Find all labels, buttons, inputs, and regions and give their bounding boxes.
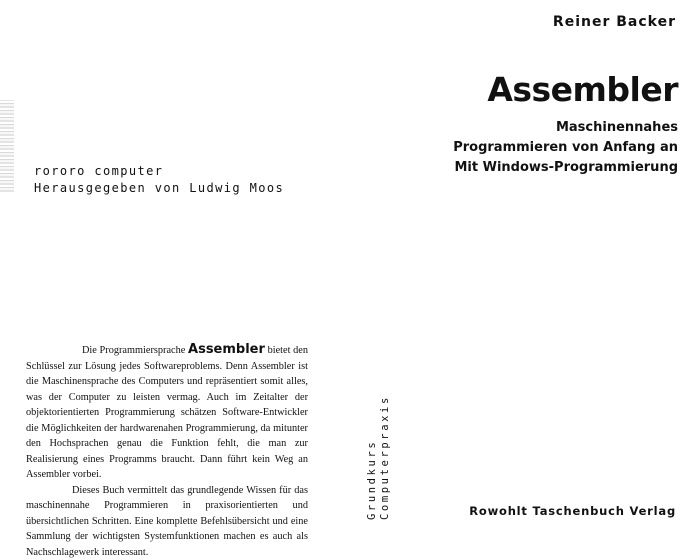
series-info xyxy=(34,163,284,197)
blurb-highlight: Assembler xyxy=(188,342,265,357)
series-name: rororo computer xyxy=(34,163,284,180)
spine-text xyxy=(366,395,392,520)
spine-line: Computerpraxis xyxy=(379,395,392,520)
book-title: Assembler xyxy=(487,70,678,109)
blurb-paragraph xyxy=(26,342,308,483)
subtitle-line: Programmieren von Anfang an xyxy=(453,138,678,158)
back-cover-blurb xyxy=(26,342,308,560)
subtitle-line: Maschinennahes xyxy=(453,118,678,138)
author-name: Reiner Backer xyxy=(553,14,676,30)
publisher-name: Rowohlt Taschenbuch Verlag xyxy=(469,504,676,518)
blurb-text: bietet den Schlüssel zur Lösung jedes Softwareproblems. Denn Assembler ist die Maschinensprache des Computers und repräsentiert somit alles, was der Computer zu leisten vermag. Auch im Zeitalter der objektorientierten Programmierung schätzen Software-Entwickler die Möglichkeiten der hardwarenahen Programmierung, da mitunter den Hochsprachen genau die Funktion fehlt, die man zur Realisierung eines Programms braucht. Dann führt kein Weg an Assembler vorbei. xyxy=(26,345,308,480)
series-editor: Herausgegeben von Ludwig Moos xyxy=(34,180,284,197)
book-subtitle xyxy=(453,118,678,178)
scan-edge-artifact xyxy=(0,100,14,192)
blurb-text: Die Programmiersprache xyxy=(82,345,188,356)
blurb-paragraph: Dieses Buch vermittelt das grundlegende Wissen für das maschinennahe Programmieren in praxisorientierten und übersichtlichen Schritten. Eine komplette Befehlsübersicht und eine Sammlung der wichtigsten Systemfunktionen machen es auch als Nachschlagewerk interessant. xyxy=(26,483,308,560)
spine-line: Grundkurs xyxy=(366,395,379,520)
subtitle-line: Mit Windows-Programmierung xyxy=(453,158,678,178)
